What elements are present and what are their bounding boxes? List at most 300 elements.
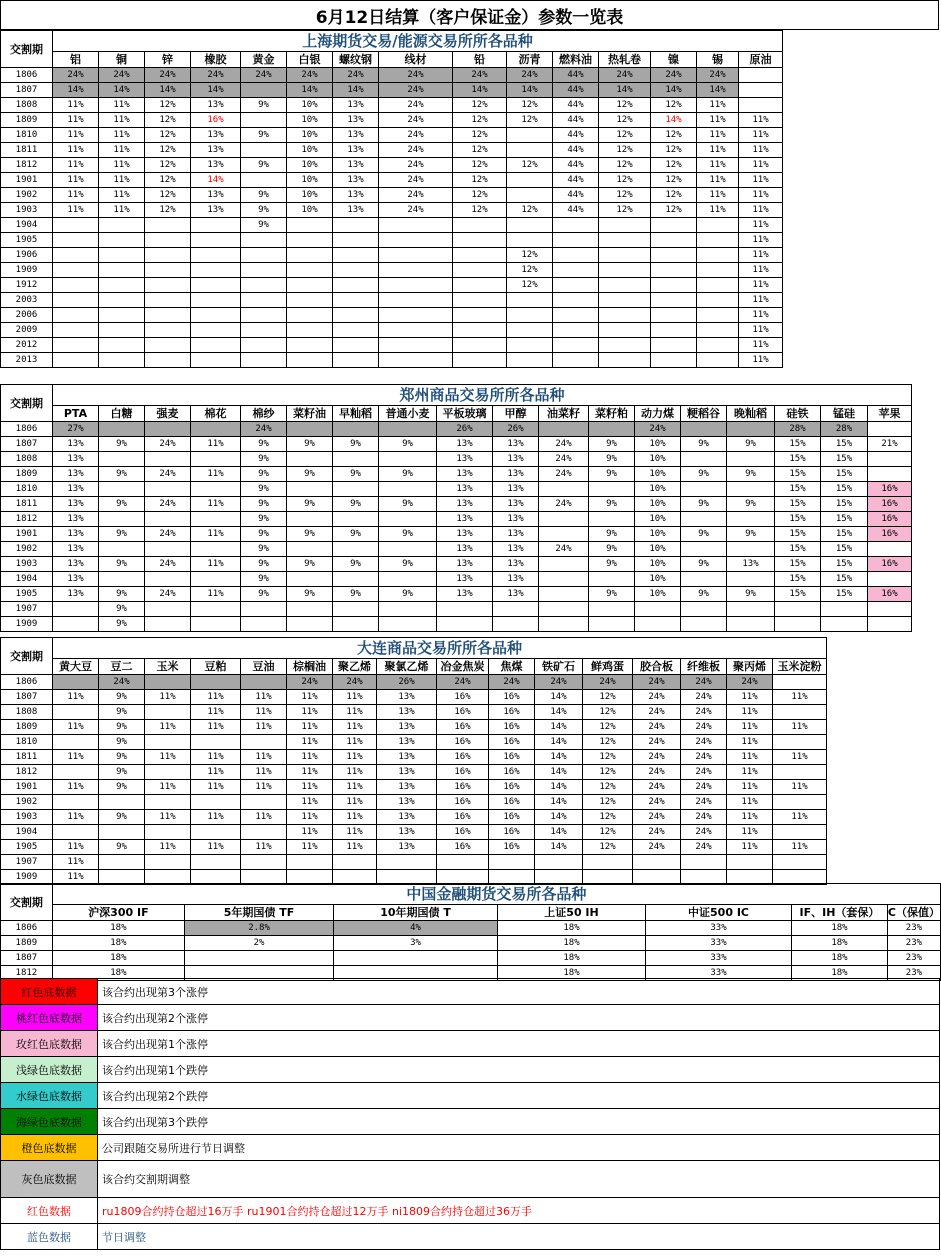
margin-cell: 9% [241,467,287,482]
product-header: 菜籽油 [287,406,333,422]
margin-cell: 9% [99,527,145,542]
delivery-period: 1810 [1,128,53,143]
margin-cell: 24% [633,690,681,705]
delivery-period: 1912 [1,278,53,293]
margin-cell: 11% [241,780,287,795]
table-row [1,323,783,338]
margin-cell: 24% [379,203,453,218]
delivery-period: 2003 [1,293,53,308]
margin-cell [507,233,553,248]
product-header: 强麦 [145,406,191,422]
margin-cell: 14% [191,83,241,98]
margin-cell [184,951,333,966]
margin-cell: 9% [241,128,287,143]
margin-cell [651,233,697,248]
delivery-period: 1810 [1,735,53,750]
margin-cell [379,353,453,368]
margin-cell [535,855,583,870]
margin-cell: 11% [739,308,783,323]
delivery-period: 1812 [1,765,53,780]
margin-cell [191,452,241,467]
margin-cell: 10% [287,188,333,203]
margin-cell: 11% [191,840,241,855]
product-header: 铁矿石 [535,659,583,675]
margin-cell: 16% [489,735,535,750]
product-header: 焦煤 [489,659,535,675]
margin-cell: 10% [635,482,681,497]
margin-cell: 16% [868,557,912,572]
margin-cell [53,705,99,720]
margin-cell [697,218,739,233]
margin-cell: 11% [697,98,739,113]
table-row [1,542,912,557]
margin-cell: 9% [333,587,379,602]
margin-cell [287,248,333,263]
margin-cell: 11% [99,188,145,203]
margin-cell: 24% [191,68,241,83]
product-header: 铝 [53,52,99,68]
margin-cell: 11% [99,128,145,143]
delivery-period: 1812 [1,158,53,173]
margin-cell: 12% [599,98,651,113]
margin-cell [333,218,379,233]
margin-cell: 16% [437,780,489,795]
table-row [1,921,941,936]
margin-cell: 11% [191,765,241,780]
table-row [1,527,912,542]
margin-cell [53,263,99,278]
margin-cell: 11% [739,143,783,158]
margin-cell [589,422,635,437]
margin-cell: 15% [775,467,821,482]
margin-cell [241,617,287,632]
table-row [1,422,912,437]
margin-cell: 12% [599,158,651,173]
margin-cell [507,353,553,368]
margin-cell [241,675,287,690]
margin-cell [287,855,333,870]
margin-cell: 11% [191,497,241,512]
margin-cell: 18% [792,936,888,951]
margin-cell [727,572,775,587]
table-row [1,810,827,825]
margin-cell: 13% [377,750,437,765]
margin-cell [697,263,739,278]
margin-cell: 13% [377,735,437,750]
margin-cell: 9% [99,497,145,512]
product-header: 铅 [453,52,507,68]
margin-cell: 9% [99,557,145,572]
margin-cell [553,233,599,248]
product-header: 黄金 [241,52,287,68]
product-header: 苹果 [868,406,912,422]
legend-row [1,1005,940,1031]
product-header: 油菜籽 [539,406,589,422]
margin-cell [287,308,333,323]
margin-cell: 24% [145,68,191,83]
margin-cell: 13% [53,497,99,512]
margin-cell: 24% [633,810,681,825]
margin-cell [333,338,379,353]
legend-swatch: 水绿色底数据 [1,1083,98,1109]
margin-cell: 15% [775,452,821,467]
margin-cell: 24% [633,675,681,690]
delivery-period: 1901 [1,527,53,542]
margin-cell: 9% [241,557,287,572]
delivery-period: 1909 [1,870,53,885]
margin-cell [507,188,553,203]
margin-cell: 11% [727,825,773,840]
margin-cell [651,338,697,353]
margin-cell: 18% [52,921,184,936]
table-row [1,143,783,158]
margin-cell [437,617,493,632]
margin-cell: 11% [727,780,773,795]
margin-cell [773,765,827,780]
product-header: 锰硅 [821,406,868,422]
margin-cell: 16% [489,840,535,855]
margin-cell: 10% [287,143,333,158]
margin-cell: 12% [583,825,633,840]
margin-cell: 9% [333,557,379,572]
margin-cell [868,602,912,617]
margin-cell [539,482,589,497]
margin-cell [599,233,651,248]
legend-swatch: 桃红色底数据 [1,1005,98,1031]
margin-cell: 15% [775,437,821,452]
margin-cell: 11% [727,840,773,855]
product-header: 晚籼稻 [727,406,775,422]
margin-cell: 11% [53,810,99,825]
margin-cell [379,512,437,527]
margin-cell [191,617,241,632]
margin-cell [333,422,379,437]
margin-cell [287,233,333,248]
margin-cell: 13% [377,825,437,840]
margin-cell: 11% [287,735,333,750]
legend-row [1,1198,940,1224]
margin-cell: 23% [887,921,940,936]
margin-cell: 11% [727,690,773,705]
margin-cell [681,422,727,437]
margin-cell [191,278,241,293]
margin-cell [241,233,287,248]
margin-cell [241,143,287,158]
margin-cell [145,422,191,437]
legend-swatch: 浅绿色底数据 [1,1057,98,1083]
delivery-period: 1903 [1,203,53,218]
margin-cell [334,951,498,966]
margin-cell [633,855,681,870]
margin-cell [191,422,241,437]
margin-cell [773,735,827,750]
margin-cell: 12% [453,158,507,173]
legend-swatch: 灰色底数据 [1,1161,98,1198]
margin-cell: 15% [775,527,821,542]
margin-cell: 16% [868,587,912,602]
margin-cell: 26% [437,422,493,437]
margin-cell: 11% [53,750,99,765]
margin-cell: 11% [191,720,241,735]
margin-cell [53,602,99,617]
margin-cell: 9% [241,587,287,602]
margin-cell [99,263,145,278]
margin-cell: 18% [792,921,888,936]
margin-cell: 10% [635,452,681,467]
margin-cell [453,278,507,293]
margin-cell [145,248,191,263]
margin-cell: 11% [727,795,773,810]
margin-cell: 12% [507,203,553,218]
margin-cell: 16% [437,795,489,810]
margin-cell: 13% [437,527,493,542]
margin-cell: 33% [646,921,792,936]
margin-cell: 9% [287,467,333,482]
margin-cell: 11% [739,128,783,143]
margin-cell: 18% [792,951,888,966]
margin-cell: 11% [739,203,783,218]
delivery-period: 1808 [1,98,53,113]
margin-cell: 11% [697,188,739,203]
margin-cell: 9% [727,587,775,602]
margin-cell: 24% [535,675,583,690]
delivery-period: 1905 [1,587,53,602]
margin-cell [379,218,453,233]
margin-cell [651,323,697,338]
margin-cell: 13% [377,690,437,705]
margin-cell: 12% [145,113,191,128]
margin-cell: 18% [52,951,184,966]
delivery-period: 1812 [1,966,53,981]
margin-cell: 9% [241,188,287,203]
margin-cell: 13% [727,557,775,572]
margin-cell: 15% [775,557,821,572]
color-legend [0,978,940,1250]
margin-cell [599,353,651,368]
margin-cell [53,795,99,810]
margin-cell [681,482,727,497]
margin-cell: 9% [379,557,437,572]
margin-cell: 12% [583,780,633,795]
margin-cell: 9% [379,497,437,512]
cffex-table [0,883,941,981]
margin-cell [651,353,697,368]
margin-cell: 12% [453,203,507,218]
delivery-period: 1807 [1,951,53,966]
margin-cell: 15% [821,542,868,557]
margin-cell: 12% [599,173,651,188]
margin-cell: 15% [775,542,821,557]
margin-cell: 11% [191,557,241,572]
margin-cell: 44% [553,98,599,113]
margin-cell [287,323,333,338]
margin-cell: 13% [191,158,241,173]
margin-cell: 14% [53,83,99,98]
margin-cell [191,795,241,810]
delivery-period: 1907 [1,602,53,617]
product-header: 玉米 [145,659,191,675]
margin-cell [191,263,241,278]
margin-cell: 24% [489,675,535,690]
margin-cell: 9% [99,720,145,735]
margin-cell: 11% [739,173,783,188]
margin-cell: 9% [589,497,635,512]
product-header: 动力煤 [635,406,681,422]
legend-swatch: 红色底数据 [1,979,98,1005]
margin-cell: 13% [333,128,379,143]
margin-cell: 12% [453,128,507,143]
margin-cell [553,293,599,308]
margin-cell: 11% [53,143,99,158]
margin-cell: 11% [53,780,99,795]
legend-row [1,1057,940,1083]
margin-cell: 12% [145,98,191,113]
delivery-period-header: 交割期 [1,385,53,422]
margin-cell: 13% [333,158,379,173]
margin-cell: 10% [287,98,333,113]
margin-cell: 44% [553,173,599,188]
margin-cell: 24% [539,497,589,512]
margin-cell [651,263,697,278]
margin-cell [507,218,553,233]
margin-cell: 9% [99,780,145,795]
margin-cell [53,825,99,840]
table-row [1,83,783,98]
margin-cell: 15% [821,512,868,527]
margin-cell [241,353,287,368]
margin-cell: 11% [99,158,145,173]
product-header: IF、IH（套保） [792,905,888,921]
margin-cell: 24% [145,527,191,542]
margin-cell [553,263,599,278]
table-row [1,437,912,452]
margin-cell: 24% [539,437,589,452]
margin-cell [453,218,507,233]
margin-cell: 12% [453,188,507,203]
margin-cell: 11% [333,705,377,720]
margin-cell [145,338,191,353]
margin-cell [697,248,739,263]
margin-cell: 9% [241,203,287,218]
product-header: 硅铁 [775,406,821,422]
margin-cell: 16% [437,750,489,765]
margin-cell [99,542,145,557]
margin-cell [739,98,783,113]
table-row [1,128,783,143]
product-header: 棉纱 [241,406,287,422]
margin-cell: 10% [635,512,681,527]
margin-cell [697,293,739,308]
margin-cell [599,263,651,278]
margin-cell [145,825,191,840]
product-header: 镍 [651,52,697,68]
margin-cell: 13% [493,497,539,512]
margin-cell: 24% [379,158,453,173]
margin-cell: 11% [697,128,739,143]
delivery-period: 1901 [1,173,53,188]
margin-cell [191,323,241,338]
margin-cell: 16% [489,705,535,720]
margin-cell: 12% [453,113,507,128]
product-header: 锌 [145,52,191,68]
margin-cell: 24% [379,128,453,143]
margin-cell: 10% [287,128,333,143]
margin-cell [681,512,727,527]
margin-cell [241,338,287,353]
margin-cell [697,233,739,248]
margin-cell: 16% [489,765,535,780]
margin-cell: 12% [507,113,553,128]
margin-cell: 9% [99,617,145,632]
product-header: 白银 [287,52,333,68]
margin-cell: 9% [241,437,287,452]
margin-cell: 13% [53,482,99,497]
margin-cell: 9% [589,557,635,572]
margin-cell [145,218,191,233]
margin-cell: 16% [489,810,535,825]
margin-cell: 15% [821,587,868,602]
product-header: 棕榈油 [287,659,333,675]
product-header: 豆油 [241,659,287,675]
margin-cell: 24% [53,68,99,83]
margin-cell [379,248,453,263]
margin-cell: 14% [191,173,241,188]
margin-cell: 10% [287,158,333,173]
table-row [1,68,783,83]
czce-exchange-title: 郑州商品交易所所各品种 [53,385,912,406]
margin-cell [681,855,727,870]
margin-cell: 24% [633,705,681,720]
margin-cell [241,825,287,840]
margin-cell: 9% [287,557,333,572]
margin-cell [191,233,241,248]
margin-cell [635,602,681,617]
margin-cell: 14% [535,735,583,750]
delivery-period: 1812 [1,512,53,527]
margin-cell: 16% [437,840,489,855]
margin-cell [287,542,333,557]
margin-cell: 13% [333,173,379,188]
margin-cell: 13% [437,572,493,587]
delivery-period: 1808 [1,452,53,467]
margin-cell: 16% [437,720,489,735]
table-row [1,173,783,188]
margin-cell: 24% [635,422,681,437]
margin-cell: 12% [145,203,191,218]
margin-cell: 11% [145,810,191,825]
margin-cell [145,735,191,750]
margin-cell: 11% [99,113,145,128]
margin-cell [868,617,912,632]
margin-cell: 10% [287,173,333,188]
margin-cell: 9% [333,497,379,512]
margin-cell: 9% [333,437,379,452]
margin-cell [241,602,287,617]
margin-cell [868,542,912,557]
margin-cell: 24% [681,690,727,705]
margin-cell [453,248,507,263]
margin-cell: 9% [241,497,287,512]
margin-cell [191,572,241,587]
margin-cell: 12% [583,765,633,780]
margin-cell: 9% [681,437,727,452]
margin-cell: 9% [589,527,635,542]
margin-cell: 12% [583,810,633,825]
table-row [1,720,827,735]
product-header: 冶金焦炭 [437,659,489,675]
margin-cell: 18% [792,966,888,981]
margin-cell: 13% [333,143,379,158]
